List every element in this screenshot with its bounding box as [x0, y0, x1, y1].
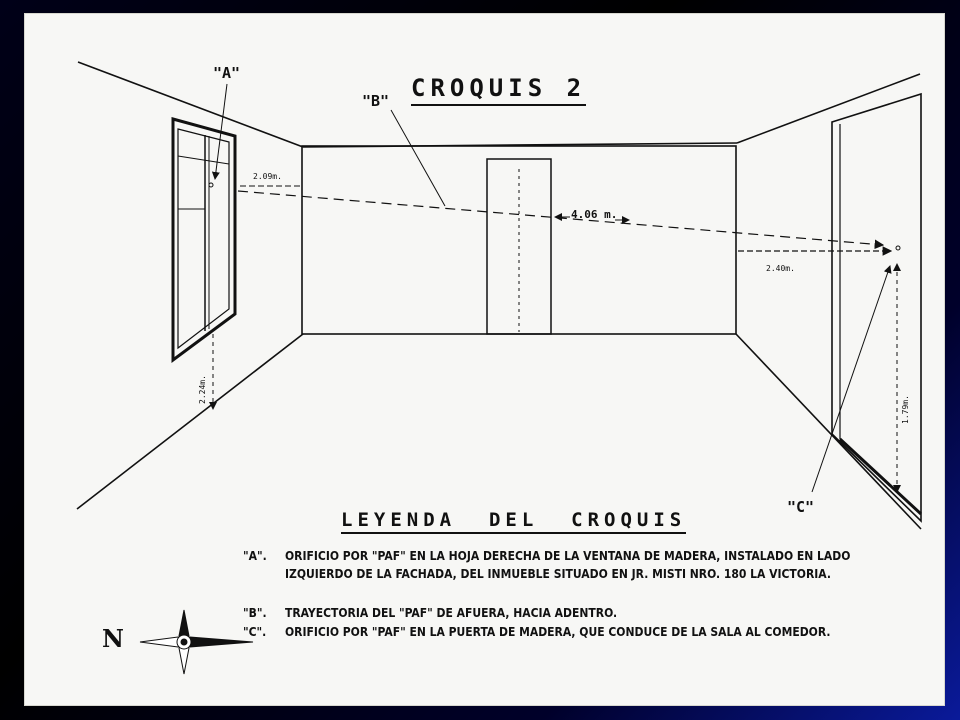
legend-title: LEYENDA DEL CROQUIS [341, 509, 686, 534]
floor-edge-right [736, 334, 921, 529]
room-walls [77, 62, 921, 529]
label-dim-door-height: 2.40m. [766, 264, 795, 273]
label-point-a: "A" [213, 64, 241, 82]
label-dim-window-floor: 2.24m. [198, 375, 207, 404]
sketch-title: CROQUIS 2 [411, 74, 586, 106]
impact-point-a [209, 183, 213, 187]
legend-key: "C". [243, 625, 267, 639]
legend-item-a [243, 547, 875, 583]
legend-item-b [243, 604, 875, 622]
room-perspective-drawing [25, 14, 944, 705]
legend-text: ORIFICIO POR "PAF" EN LA HOJA DERECHA DE LA VENTANA DE MADERA, INSTALADO EN LADO IZQUIERDO DE LA FACHADA, DEL INMUEBLE SITUADO EN JR. MISTI NRO. 180 LA VICTORIA. [285, 549, 851, 581]
legend-key: "B". [243, 606, 267, 620]
compass-north-label: N [102, 624, 124, 653]
label-dim-window-height: 2.09m. [253, 172, 282, 181]
ceiling-edge-left [78, 62, 303, 147]
legend-key: "A". [243, 549, 267, 563]
legend-text: ORIFICIO POR "PAF" EN LA PUERTA DE MADERA, QUE CONDUCE DE LA SALA AL COMEDOR. [285, 625, 831, 639]
label-point-b: "B" [362, 92, 390, 110]
impact-point-c [896, 246, 900, 250]
sketch-sheet [24, 13, 945, 706]
ceiling-edge-right [737, 74, 920, 143]
label-dim-door-floor: 1.79m. [901, 395, 910, 424]
label-point-c: "C" [787, 498, 815, 516]
floor-edge-left [77, 334, 303, 509]
compass-rose-icon [140, 610, 253, 674]
label-dim-trajectory: 4.06 m. [571, 208, 618, 221]
legend-text: TRAYECTORIA DEL "PAF" DE AFUERA, HACIA ADENTRO. [285, 606, 618, 620]
wooden-door [832, 94, 921, 521]
bullet-trajectory-line [238, 191, 883, 245]
legend-item-c [243, 623, 905, 641]
leader-b [391, 110, 445, 206]
back-doorway [487, 159, 551, 334]
leader-c [812, 266, 890, 492]
trajectory-lines [213, 186, 897, 492]
wooden-window [173, 119, 235, 360]
